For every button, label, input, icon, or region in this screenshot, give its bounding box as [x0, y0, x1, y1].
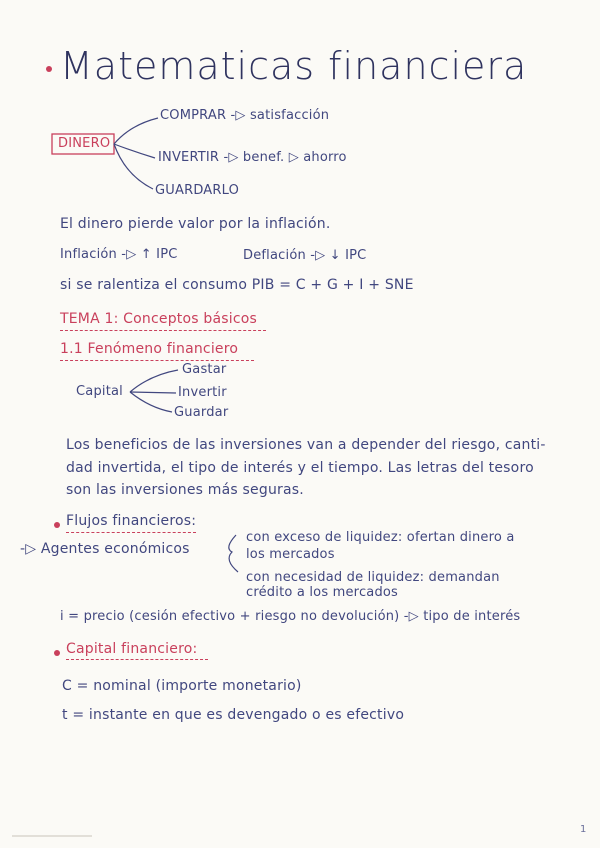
capital-underline	[66, 659, 208, 661]
diagram-branch-gastar: Gastar	[182, 362, 227, 377]
agentes-line-1: con exceso de liquidez: ofertan dinero a	[246, 530, 515, 545]
t-definition: t = instante en que es devengado o es efectivo	[62, 707, 405, 723]
capital-bullet	[54, 650, 60, 656]
topic-heading: TEMA 1: Conceptos básicos	[60, 311, 257, 327]
diagram-branch-guardar: Guardar	[174, 405, 229, 420]
agentes-line-4: crédito a los mercados	[246, 585, 399, 600]
interest-definition: i = precio (cesión efectivo + riesgo no devolución) -▷ tipo de interés	[60, 609, 521, 624]
diagram-root-capital: Capital	[76, 384, 123, 399]
capital-heading: Capital financiero:	[66, 641, 198, 657]
paragraph-line-2: dad invertida, el tipo de interés y el tiempo. Las letras del tesoro	[66, 460, 534, 476]
deflation-def: Deflación -▷ ↓ IPC	[243, 248, 367, 263]
topic-underline	[60, 330, 266, 332]
consumption-note: si se ralentiza el consumo PIB = C + G + I + SNE	[60, 277, 414, 293]
page-title: Matematicas financiera	[60, 44, 528, 88]
flujos-underline	[66, 532, 196, 534]
flujos-bullet	[54, 522, 60, 528]
diagram-branch-invertir: INVERTIR -▷ benef. ▷ ahorro	[158, 150, 347, 165]
page-number: 1	[580, 824, 587, 835]
agentes-line-2: los mercados	[246, 547, 335, 562]
title-bullet	[46, 66, 52, 72]
diagram-branch-invertir-2: Invertir	[178, 385, 227, 400]
inflation-def: Inflación -▷ ↑ IPC	[60, 247, 178, 262]
section-heading: 1.1 Fenómeno financiero	[60, 341, 239, 357]
paragraph-line-1: Los beneficios de las inversiones van a depender del riesgo, canti-	[66, 437, 546, 453]
paragraph-line-3: son las inversiones más seguras.	[66, 482, 304, 498]
flujos-heading: Flujos financieros:	[66, 513, 197, 529]
inflation-note: El dinero pierde valor por la inflación.	[60, 216, 331, 232]
agentes-line-3: con necesidad de liquidez: demandan	[246, 570, 500, 585]
diagram-branch-guardarlo: GUARDARLO	[155, 183, 240, 198]
diagram-branch-comprar: COMPRAR -▷ satisfacción	[160, 108, 330, 123]
c-definition: C = nominal (importe monetario)	[62, 678, 302, 694]
agentes-label: -▷ Agentes económicos	[20, 541, 190, 557]
diagram-root-dinero: DINERO	[58, 136, 111, 151]
